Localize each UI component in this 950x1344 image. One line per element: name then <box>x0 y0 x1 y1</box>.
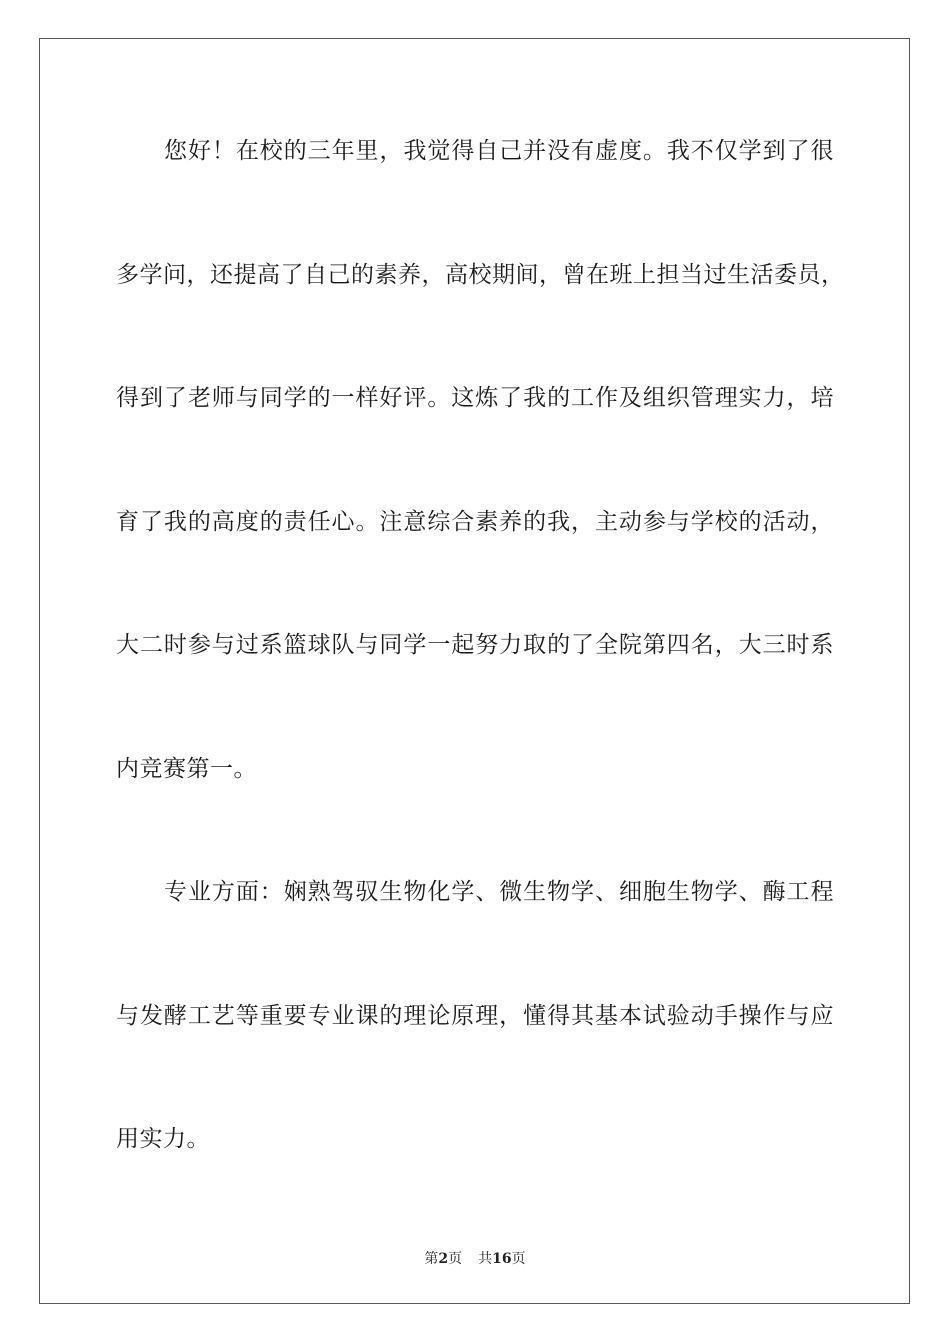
document-body <box>116 128 845 1240</box>
paragraph-line: 多学问，还提高了自己的素养，高校期间，曾在班上担当过生活委员， <box>116 261 845 288</box>
page-label-prefix: 第 <box>424 1251 439 1267</box>
paragraph-line: 专业方面：娴熟驾驭生物化学、微生物学、细胞生物学、酶工程 <box>164 879 834 905</box>
paragraph-line: 用实力。 <box>116 1126 210 1152</box>
paragraph-line: 得到了老师与同学的一样好评。这炼了我的工作及组织管理实力，培 <box>116 385 834 411</box>
page-label-suffix: 页 <box>448 1251 463 1267</box>
total-label-suffix: 页 <box>511 1251 526 1267</box>
total-label-prefix: 共 <box>478 1251 493 1267</box>
paragraph-line: 您好！在校的三年里，我觉得自己并没有虚度。我不仅学到了很 <box>164 138 834 164</box>
paragraph-line: 育了我的高度的责任心。注意综合素养的我，主动参与学校的活动， <box>116 508 834 535</box>
paragraph-line: 与发酵工艺等重要专业课的理论原理，懂得其基本试验动手操作与应 <box>116 1002 834 1029</box>
paragraph-line: 大二时参与过系篮球队与同学一起努力取的了全院第四名，大三时系 <box>116 632 834 658</box>
total-pages: 16 <box>492 1251 512 1267</box>
paragraph-line: 内竞赛第一。 <box>116 755 257 782</box>
page-number: 2 <box>438 1251 449 1267</box>
page-footer <box>0 1248 950 1268</box>
